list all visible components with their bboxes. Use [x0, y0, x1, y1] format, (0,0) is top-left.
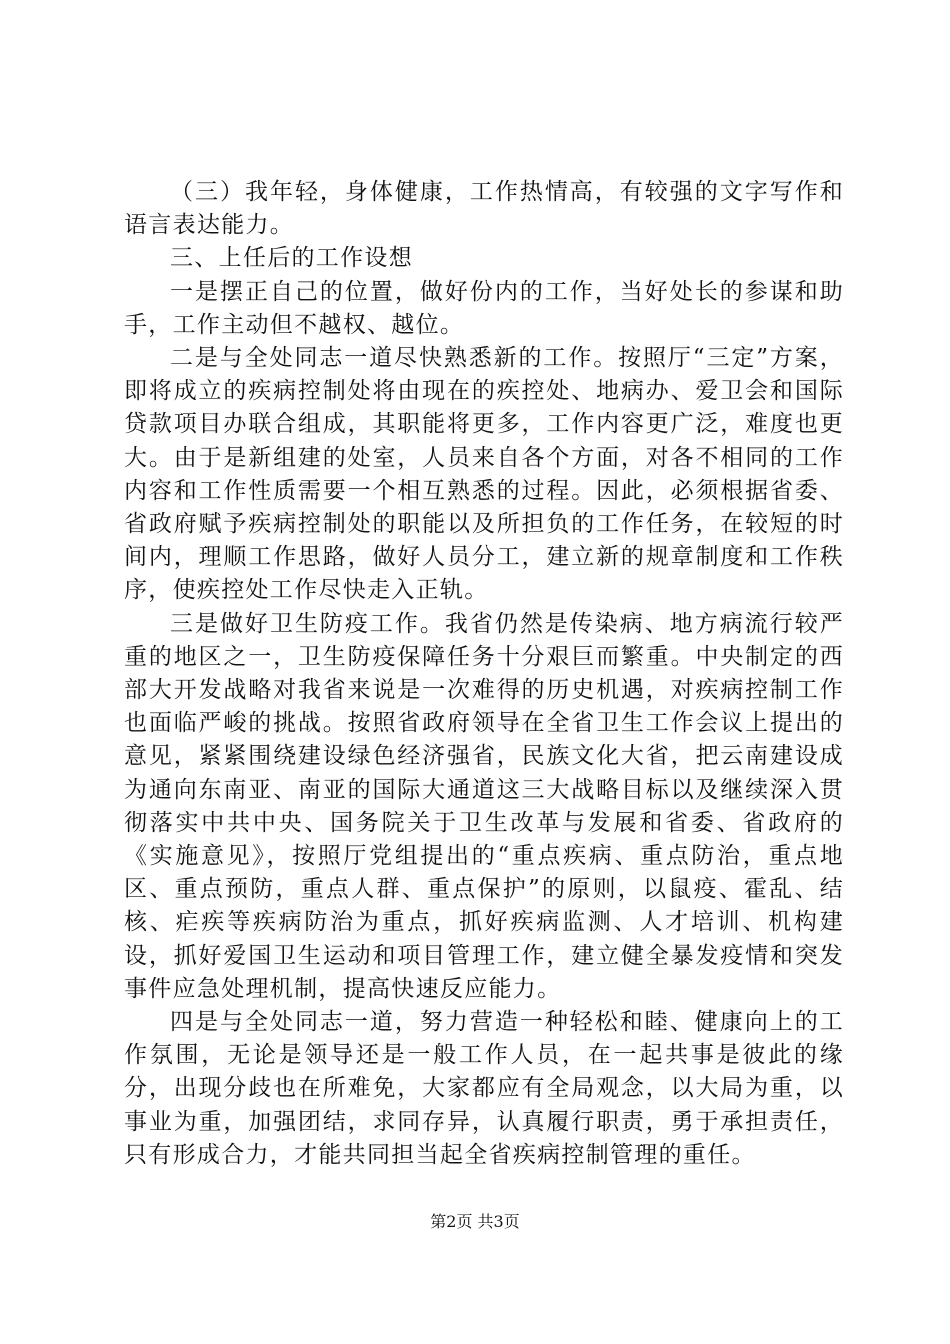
page-number-footer: 第2页 共3页	[430, 1212, 520, 1231]
document-body	[124, 176, 844, 1172]
paragraph-plan-four: 四是与全处同志一道，努力营造一种轻松和睦、健康向上的工作氛围，无论是领导还是一般工作人员，在一起共事是彼此的缘分，出现分歧也在所难免，大家都应有全局观念，以大局为重，以事业为重，加强团结，求同存异，认真履行职责，勇于承担责任，只有形成合力，才能共同担当起全省疾病控制管理的重任。	[124, 1009, 844, 1168]
paragraph-personal-strengths: （三）我年轻，身体健康，工作热情高，有较强的文字写作和语言表达能力。	[124, 179, 844, 239]
paragraph-plan-one: 一是摆正自己的位置，做好份内的工作，当好处长的参谋和助手，工作主动但不越权、越位。	[124, 278, 844, 338]
paragraph-plan-three: 三是做好卫生防疫工作。我省仍然是传染病、地方病流行较严重的地区之一，卫生防疫保障任务十分艰巨而繁重。中央制定的西部大开发战略对我省来说是一次难得的历史机遇，对疾病控制工作也面临严峻的挑战。按照省政府领导在全省卫生工作会议上提出的意见，紧紧围绕建设绿色经济强省，民族文化大省，把云南建设成为通向东南亚、南亚的国际大通道这三大战略目标以及继续深入贯彻落实中共中央、国务院关于卫生改革与发展和省委、省政府的《实施意见》，按照厅党组提出的“重点疾病、重点防治，重点地区、重点预防，重点人群、重点保护”的原则，以鼠疫、霍乱、结核、疟疾等疾病防治为重点，抓好疾病监测、人才培训、机构建设，抓好爱国卫生运动和项目管理工作，建立健全暴发疫情和突发事件应急处理机制，提高快速反应能力。	[124, 610, 844, 1002]
paragraph-plan-two: 二是与全处同志一道尽快熟悉新的工作。按照厅“三定”方案，即将成立的疾病控制处将由现在的疾控处、地病办、爱卫会和国际贷款项目办联合组成，其职能将更多，工作内容更广泛，难度也更大。由于是新组建的处室，人员来自各个方面，对各不相同的工作内容和工作性质需要一个相互熟悉的过程。因此，必须根据省委、省政府赋予疾病控制处的职能以及所担负的工作任务，在较短的时间内，理顺工作思路，做好人员分工，建立新的规章制度和工作秩序，使疾控处工作尽快走入正轨。	[124, 345, 844, 604]
section-heading-work-plan: 三、上任后的工作设想	[170, 245, 413, 272]
